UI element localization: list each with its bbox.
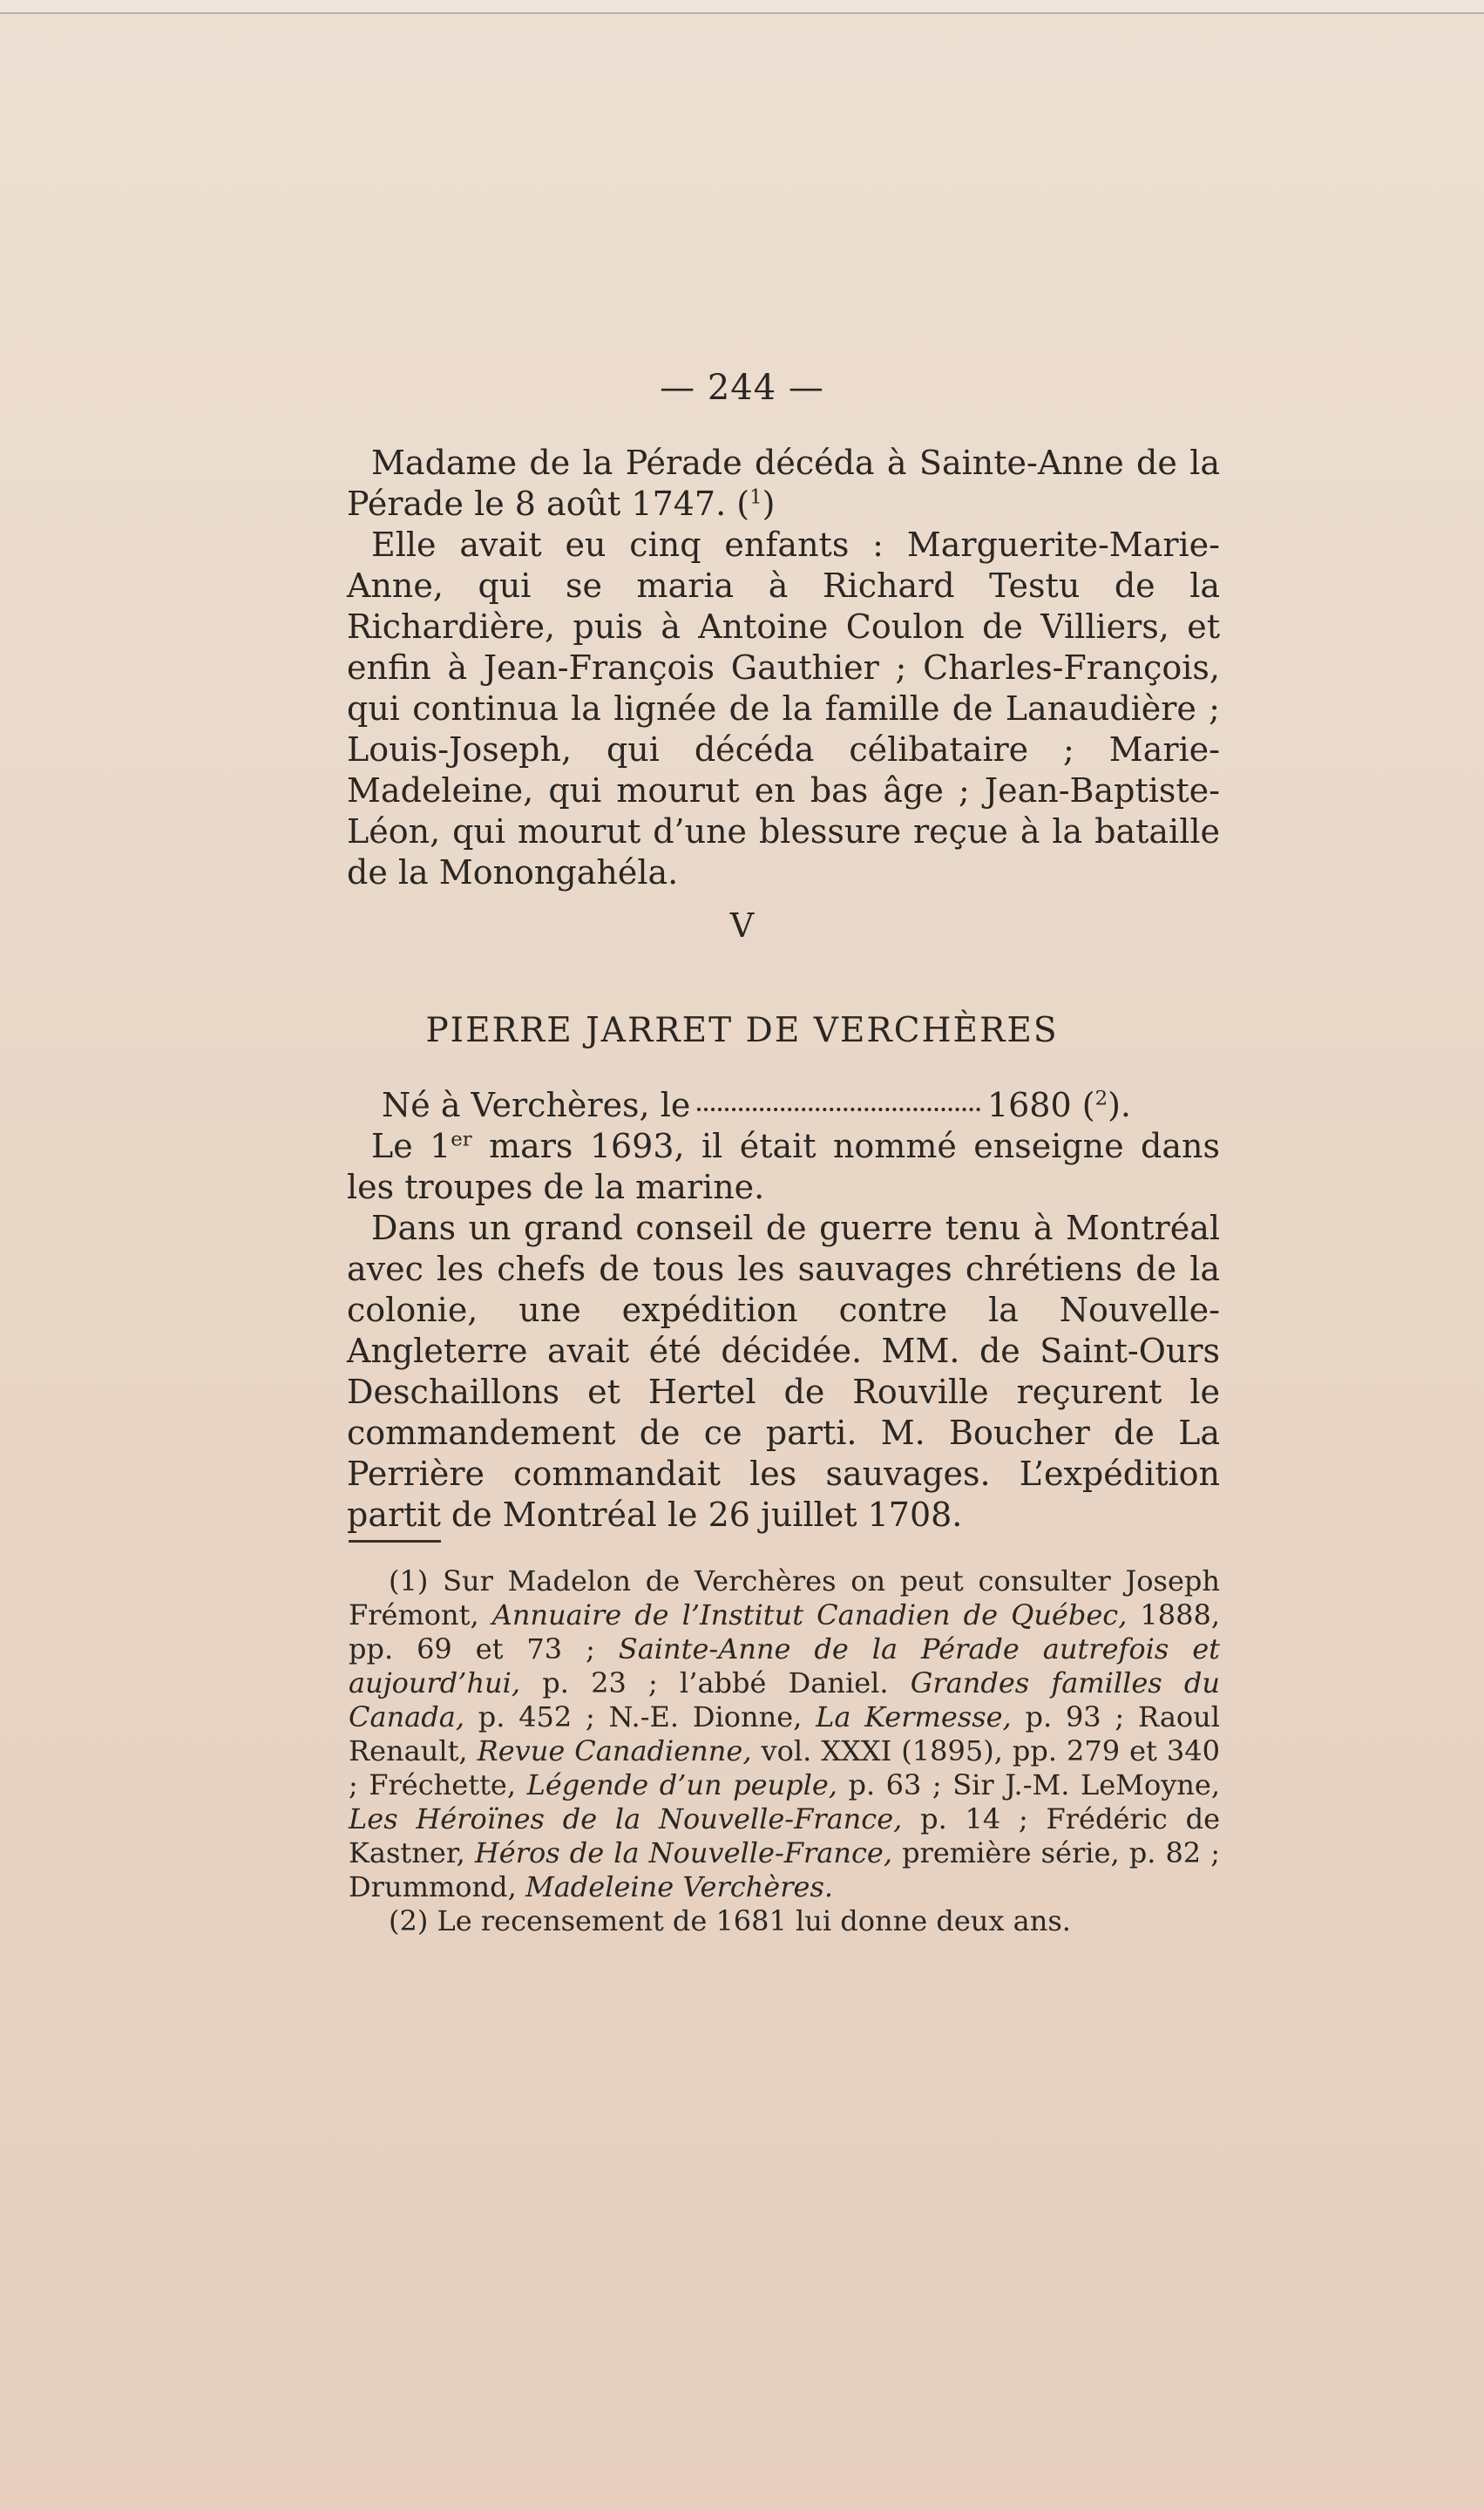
fn1-text-4: p. 452 ; N.-E. Dionne, [464,1700,817,1733]
expedition-paragraph: Dans un grand conseil de guerre tenu à Montréal avec les chefs de tous les sauvages chrétiens de la colonie, une expédition contre la Nouvelle-Angleterre avait été décidée. MM. de Saint-Ours Deschaillons et Hertel de Rouville reçurent le commandement de ce parti. M. Boucher de La Perrière commandait les sauvages. L’expédition partit de Montréal le 26 juillet 1708. [347,1209,1220,1534]
footnote-divider [349,1540,441,1543]
fn1-title-heros: Héros de la Nouvelle-France, [474,1836,892,1869]
death-text: Madame de la Pérade décéda à Sainte-Anne de la Pérade le 8 août 1747. ( [347,444,1220,523]
fn1-title-legende: Légende d’un peuple, [526,1768,837,1801]
fn1-title-annuaire: Annuaire de l’Institut Canadien de Québec, [491,1598,1128,1632]
fn1-title-heroines: Les Héroïnes de la Nouvelle-France, [349,1802,903,1835]
ensign-superscript: er [451,1128,472,1151]
section-title: PIERRE JARRET DE VERCHÈRES [425,1011,1059,1050]
fn1-title-grandes-familles: Grandes familles du Canada, [349,1666,1221,1733]
footnote-ref-1[interactable]: 1 [749,485,762,509]
fn1-title-madeleine: Madeleine Verchères. [525,1870,834,1903]
death-paragraph [347,443,1220,525]
birth-line [347,1085,1131,1126]
birth-year-text: 1680 ( [986,1086,1095,1124]
footnotes [349,1564,1220,1938]
section-number: V [729,906,755,945]
fn1-title-kermesse: La Kermesse, [816,1700,1012,1733]
death-text-close: ) [762,485,776,523]
footnote-2-mark: (2) [389,1904,429,1937]
dot-leader [697,1108,980,1111]
fn1-text-9: première série, p. 82 ; Drummond, [349,1836,1221,1903]
fn1-text-8: p. 14 ; Frédéric de Kastner, [349,1802,1221,1869]
fn1-title-sainte-anne: Sainte-Anne de la Pérade autrefois et aujourd’hui, [349,1632,1220,1699]
birth-year [987,1085,1131,1126]
ensign-paragraph [347,1126,1220,1208]
fn1-text-3: p. 23 ; l’abbé Daniel. [520,1666,911,1699]
page-number: — 244 — [660,368,824,408]
birth-label: Né à Verchères, le [382,1086,691,1124]
fn1-title-revue: Revue Canadienne, [477,1734,752,1767]
footnote-ref-2[interactable]: 2 [1094,1087,1108,1110]
footnote-2-text: Le recensement de 1681 lui donne deux ans. [428,1904,1071,1937]
fn1-text-6: vol. XXXI (1895), pp. 279 et 340 ; Fréchette, [349,1734,1221,1801]
fn1-text-1: Sur Madelon de Verchères on peut consulter Joseph Frémont, [349,1564,1220,1632]
fn1-text-5: p. 93 ; Raoul Renault, [349,1700,1221,1767]
fn1-text-2: 1888, pp. 69 et 73 ; [349,1598,1221,1665]
intro-text [347,443,1220,893]
footnote-1-mark: (1) [389,1564,429,1598]
ensign-rest: mars 1693, il était nommé enseigne dans les troupes de la marine. [347,1127,1220,1206]
children-paragraph: Elle avait eu cinq enfants : Marguerite-Marie-Anne, qui se maria à Richard Testu de la Richardière, puis à Antoine Coulon de Villiers, et enfin à Jean-François Gauthier ; Charles-François, qui continua la lignée de la famille de Lanaudière ; Louis-Joseph, qui décéda célibataire ; Marie-Madeleine, qui mourut en bas âge ; Jean-Baptiste-Léon, qui mourut d’une blessure reçue à la bataille de la Monongahéla. [347,526,1220,892]
ensign-lead: Le 1 [371,1127,451,1165]
fn1-text-7: p. 63 ; Sir J.-M. LeMoyne, [837,1768,1221,1801]
birth-year-close: ). [1108,1086,1131,1124]
section-body [347,1085,1220,1536]
footnote-1 [349,1564,1220,1904]
footnote-2 [349,1904,1220,1938]
